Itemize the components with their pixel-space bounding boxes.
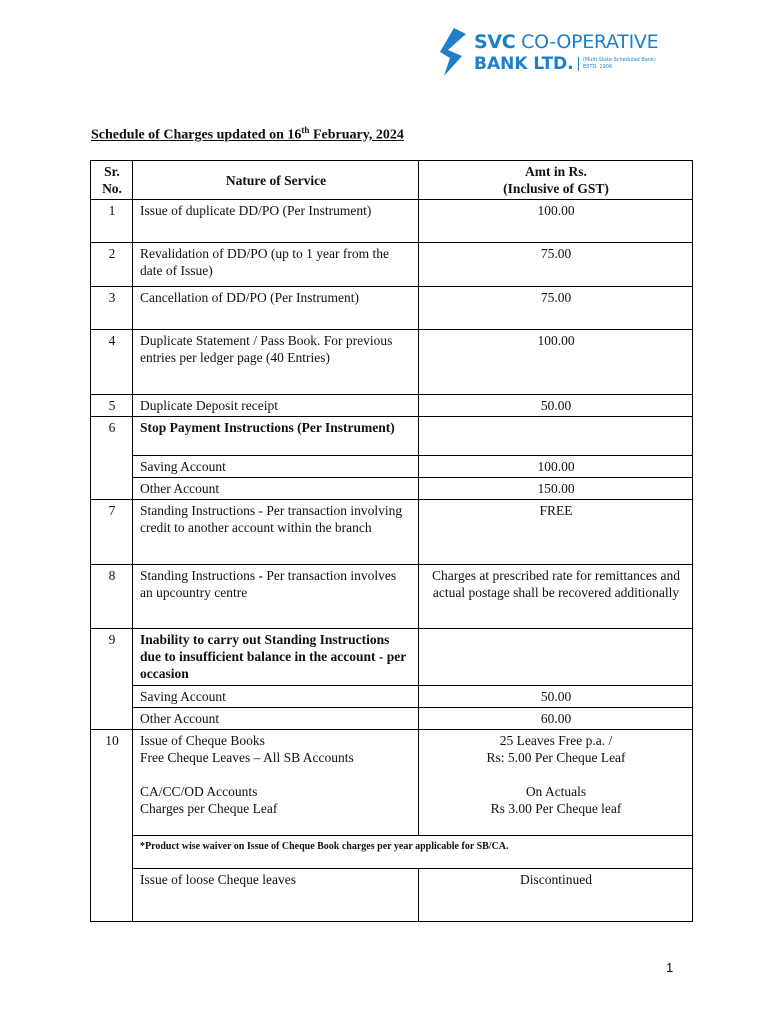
- row-amount: 100.00: [419, 330, 693, 395]
- row-sr-no: 2: [91, 243, 133, 287]
- bank-logo-mark-icon: [440, 28, 470, 76]
- row-service: Duplicate Statement / Pass Book. For previous entries per ledger page (40 Entries): [133, 330, 419, 395]
- table-row: [91, 730, 693, 836]
- row-sr-no: 10: [91, 730, 133, 922]
- row-amount: 25 Leaves Free p.a. / Rs: 5.00 Per Cheque Leaf On Actuals Rs 3.00 Per Cheque leaf: [419, 730, 693, 836]
- table-row: [91, 200, 693, 243]
- row-amount: 50.00: [419, 686, 693, 708]
- row-sr-no: 3: [91, 287, 133, 330]
- row-service: Revalidation of DD/PO (up to 1 year from the date of Issue): [133, 243, 419, 287]
- header-nature-of-service: Nature of Service: [133, 161, 419, 200]
- cheque-waiver-note: *Product wise waiver on Issue of Cheque Book charges per year applicable for SB/CA.: [133, 836, 693, 869]
- table-subrow: [91, 456, 693, 478]
- row-service: Saving Account: [133, 686, 419, 708]
- row-service: Cancellation of DD/PO (Per Instrument): [133, 287, 419, 330]
- row-service: Other Account: [133, 708, 419, 730]
- header-sr-no: Sr. No.: [91, 161, 133, 200]
- charges-table: [90, 160, 693, 922]
- header-amount: Amt in Rs. (Inclusive of GST): [419, 161, 693, 200]
- row-service: Standing Instructions - Per transaction involves an upcountry centre: [133, 565, 419, 629]
- table-header-row: [91, 161, 693, 200]
- document-title: Schedule of Charges updated on 16th February, 2024: [91, 125, 404, 143]
- row-amount: [419, 417, 693, 456]
- row-sr-no: 7: [91, 500, 133, 565]
- row-amount: 100.00: [419, 456, 693, 478]
- table-subrow: [91, 686, 693, 708]
- row-service: Saving Account: [133, 456, 419, 478]
- row-service: Standing Instructions - Per transaction involving credit to another account within the branch: [133, 500, 419, 565]
- row-sr-no: 6: [91, 417, 133, 500]
- row-sr-no: 4: [91, 330, 133, 395]
- row-amount: Discontinued: [419, 869, 693, 922]
- table-row: [91, 500, 693, 565]
- row-service: Issue of loose Cheque leaves: [133, 869, 419, 922]
- row-amount: Charges at prescribed rate for remittances and actual postage shall be recovered additionally: [419, 565, 693, 629]
- row-service: Issue of duplicate DD/PO (Per Instrument): [133, 200, 419, 243]
- row-amount: 100.00: [419, 200, 693, 243]
- row-sr-no: 1: [91, 200, 133, 243]
- page-number: 1: [666, 960, 674, 975]
- row-amount: [419, 629, 693, 686]
- table-row: [91, 287, 693, 330]
- row-amount: 75.00: [419, 287, 693, 330]
- row-amount: FREE: [419, 500, 693, 565]
- table-row: [91, 417, 693, 456]
- table-row: [91, 565, 693, 629]
- bank-name-line1: SVC CO-OPERATIVE: [474, 31, 659, 53]
- row-amount: 60.00: [419, 708, 693, 730]
- row-sr-no: 8: [91, 565, 133, 629]
- row-amount: 50.00: [419, 395, 693, 417]
- row-service: Other Account: [133, 478, 419, 500]
- row-service: Issue of Cheque Books Free Cheque Leaves – All SB Accounts CA/CC/OD Accounts Charges per Cheque Leaf: [133, 730, 419, 836]
- row-sr-no: 5: [91, 395, 133, 417]
- table-subrow: [91, 708, 693, 730]
- row-service: Stop Payment Instructions (Per Instrument): [133, 417, 419, 456]
- bank-tagline: (Multi State Scheduled Bank) ESTD. 1906: [578, 57, 669, 71]
- row-amount: 150.00: [419, 478, 693, 500]
- table-subrow: [91, 478, 693, 500]
- bank-name-line2: BANK LTD.: [474, 54, 574, 74]
- table-row: [91, 243, 693, 287]
- table-note-row: [91, 836, 693, 869]
- row-service: Duplicate Deposit receipt: [133, 395, 419, 417]
- row-service: Inability to carry out Standing Instructions due to insufficient balance in the account - per occasion: [133, 629, 419, 686]
- table-subrow: [91, 869, 693, 922]
- row-amount: 75.00: [419, 243, 693, 287]
- table-row: [91, 330, 693, 395]
- table-row: [91, 629, 693, 686]
- row-sr-no: 9: [91, 629, 133, 730]
- bank-logo: [440, 28, 670, 80]
- table-row: [91, 395, 693, 417]
